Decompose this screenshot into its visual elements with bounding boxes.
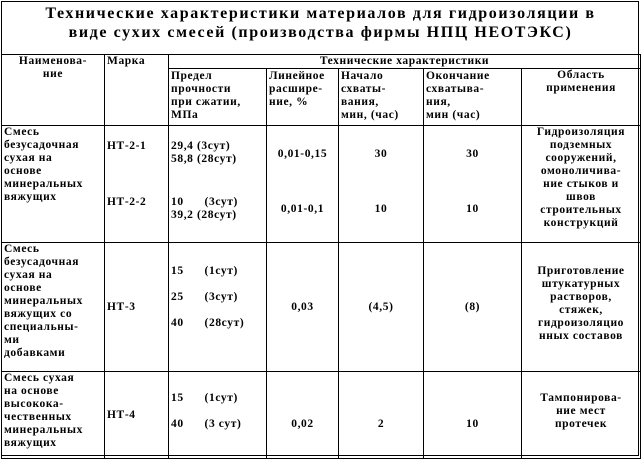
row-2-name: Смесь безусадочная сухая на основе минеральных вяжущих со специальны- ми добавками xyxy=(2,243,105,372)
row-2-strength: 15 (1сут) 25 (3сут) 40 (28сут) xyxy=(169,243,267,372)
header-expansion: Линейное расшире- ние, % xyxy=(267,69,339,126)
header-name: Наименова- ние xyxy=(2,55,105,126)
header-set-end: Окончание схватыва- ния, мин (час) xyxy=(424,69,522,126)
table-row xyxy=(2,372,641,459)
title-line-1: Технические характеристики материалов для гидроизоляции в xyxy=(45,5,596,22)
row-1-set-end: 30 10 xyxy=(424,126,522,243)
row-2-set-end: (8) xyxy=(424,243,522,372)
header-set-start: Начало схваты- вания, мин, (час) xyxy=(339,69,424,126)
document-title xyxy=(0,0,641,50)
row-3-mark: НТ-4 xyxy=(105,372,169,459)
header-strength: Предел прочности при сжатии, МПа xyxy=(169,69,267,126)
row-3-expansion: 0,02 xyxy=(267,372,339,459)
header-group-row xyxy=(2,55,641,69)
header-area: Область применения xyxy=(522,69,641,126)
row-3-set-end: 10 xyxy=(424,372,522,459)
header-mark: Марка xyxy=(105,55,169,126)
row-2-set-start: (4,5) xyxy=(339,243,424,372)
row-2-area: Приготовление штукатурных растворов, стяжек, гидроизоляцио нных составов xyxy=(522,243,641,372)
row-2-mark: НТ-3 xyxy=(105,243,169,372)
row-1-set-start: 30 10 xyxy=(339,126,424,243)
row-1-strength: 29,4 (3сут) 58,8 (28сут) 10 (3сут) 39,2 (28сут) xyxy=(169,126,267,243)
row-1-expansion: 0,01-0,15 0,01-0,1 xyxy=(267,126,339,243)
row-3-strength: 15 (1сут) 40 (3 сут) xyxy=(169,372,267,459)
row-3-area: Тампонирова- ние мест протечек xyxy=(522,372,641,459)
row-2-expansion: 0,03 xyxy=(267,243,339,372)
row-1-mark: НТ-2-1 НТ-2-2 xyxy=(105,126,169,243)
table-row xyxy=(2,243,641,372)
row-3-name: Смесь сухая на основе высокока- чественных минеральных вяжущих xyxy=(2,372,105,459)
table-row xyxy=(2,126,641,243)
row-1-name: Смесь безусадочная сухая на основе минеральных вяжущих xyxy=(2,126,105,243)
title-line-2: виде сухих смесей (производства фирмы НПЦ НЕОТЭКС) xyxy=(68,24,573,41)
header-group-tech: Технические характеристики xyxy=(169,55,641,69)
row-1-area: Гидроизоляция подземных сооружений, омоноличива- ние стыков и швов строительных конструкций xyxy=(522,126,641,243)
spec-table xyxy=(1,54,641,459)
row-3-set-start: 2 xyxy=(339,372,424,459)
